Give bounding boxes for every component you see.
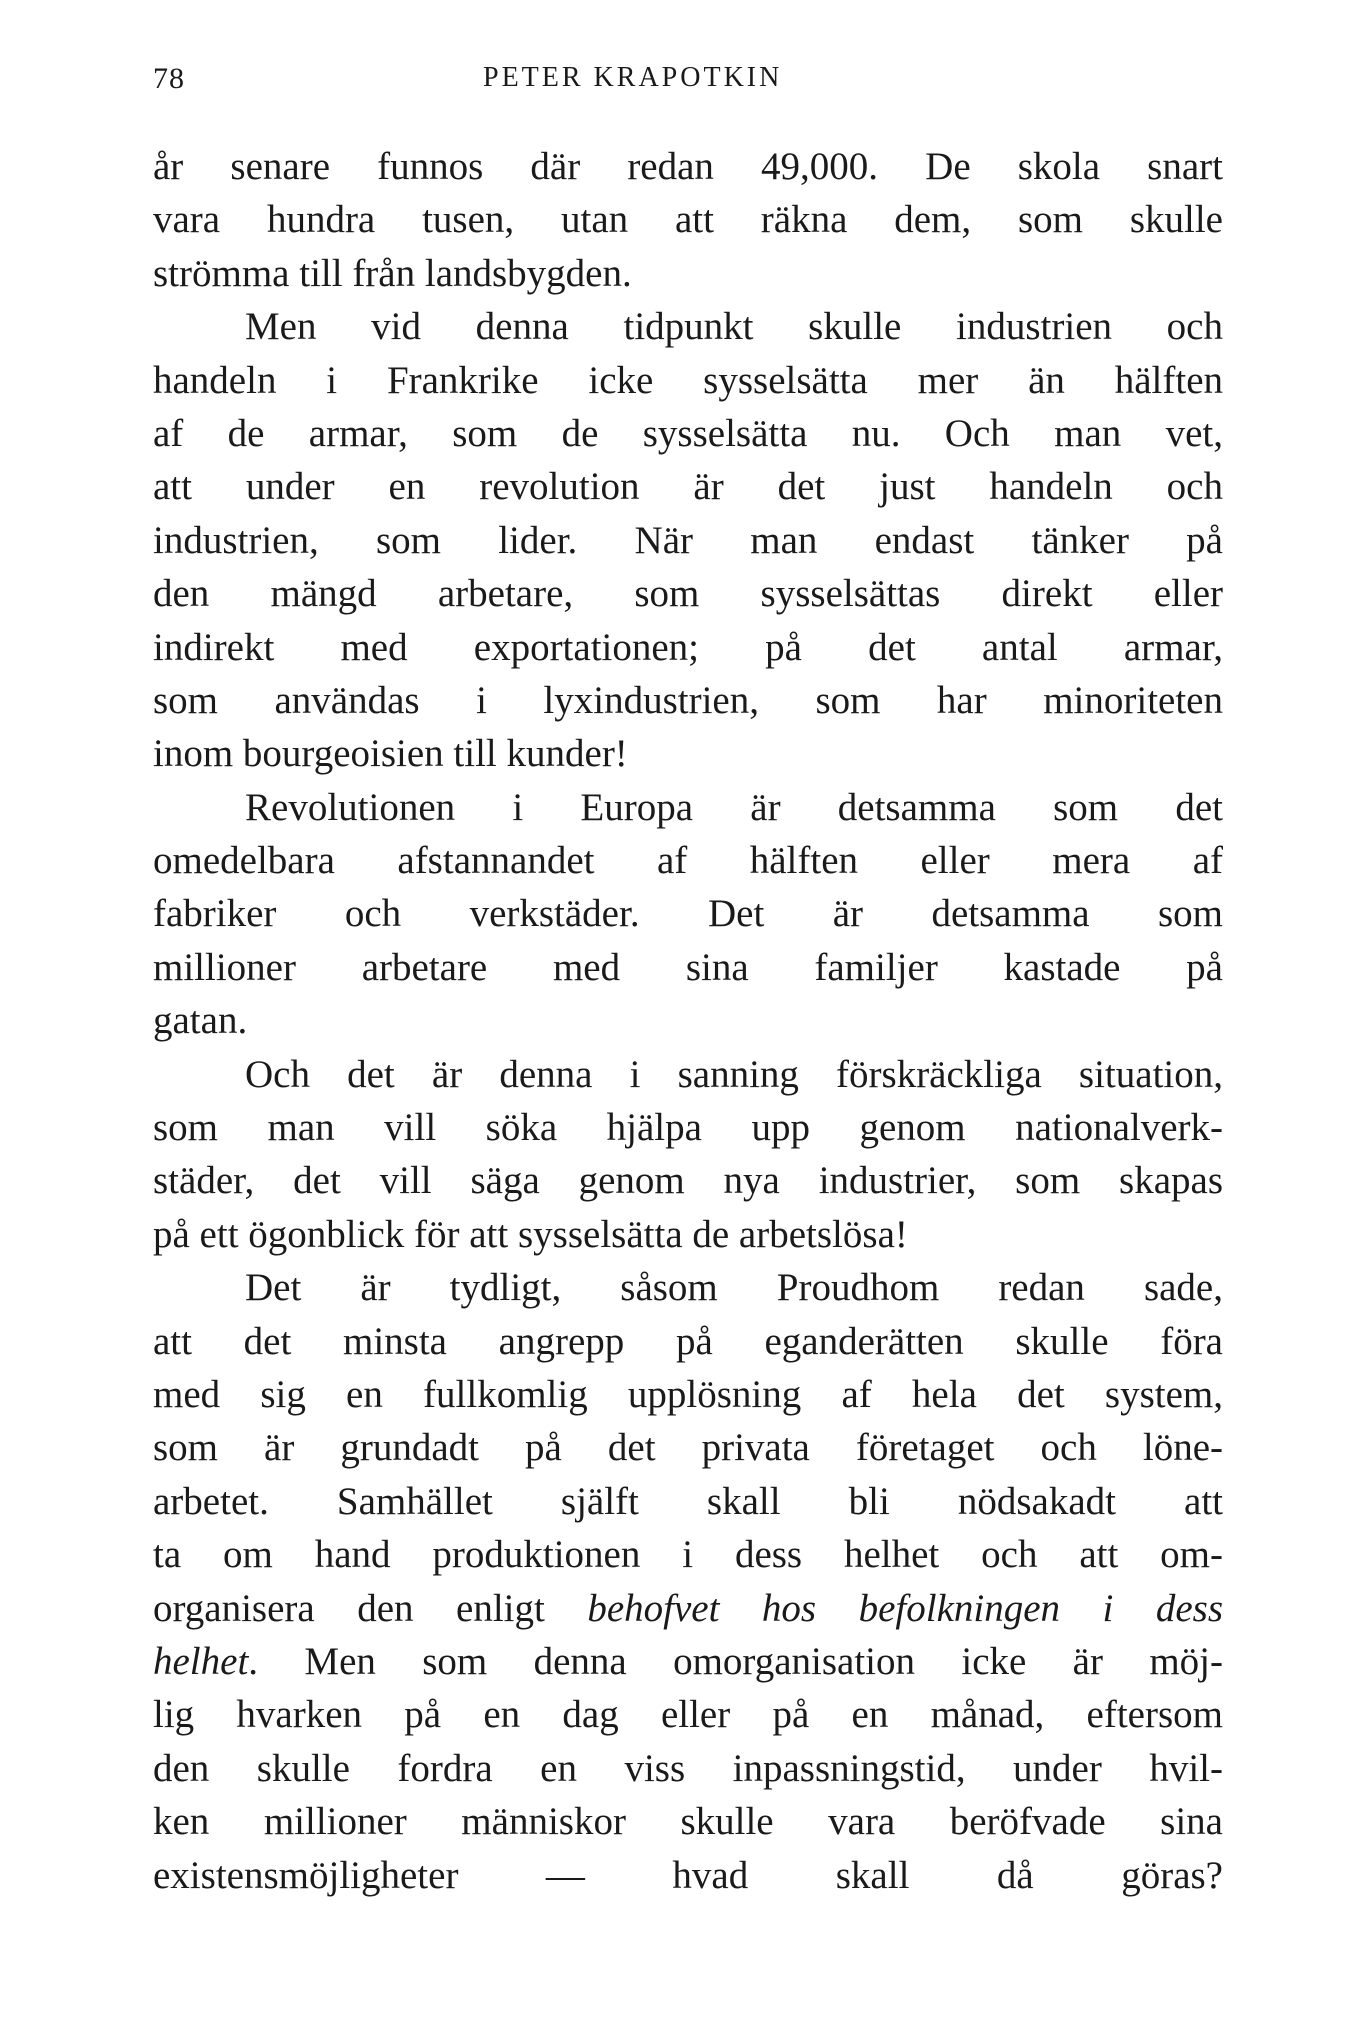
- text-line: ken millioner människor skulle vara beröfvade sina: [153, 1800, 1223, 1844]
- body-text: [153, 140, 1223, 1902]
- page-number: 78: [153, 62, 185, 95]
- text-line: Revolutionen i Europa är detsamma som det: [245, 785, 1223, 829]
- text-segment: . Men som denna omorganisation icke är möj-: [248, 1639, 1223, 1683]
- text-line: millioner arbetare med sina familjer kastade på: [153, 945, 1223, 989]
- text-line: år senare funnos där redan 49,000. De skola snart: [153, 145, 1223, 188]
- text-line: inom bourgeoisien till kunder!: [153, 732, 628, 776]
- text-line: industrien, som lider. När man endast tänker på: [153, 518, 1223, 562]
- text-line: strömma till från landsbygden.: [153, 251, 632, 295]
- text-line: Men vid denna tidpunkt skulle industrien och: [245, 305, 1223, 349]
- text-line: arbetet. Samhället själft skall bli nödsakadt att: [153, 1479, 1223, 1523]
- italic-phrase: helhet: [153, 1639, 249, 1683]
- text-line: Och det är denna i sanning förskräckliga situation,: [245, 1052, 1223, 1096]
- text-line: omedelbara afstannandet af hälften eller mera af: [153, 839, 1223, 883]
- running-title: PETER KRAPOTKIN: [483, 62, 783, 93]
- text-line: att under en revolution är det just handeln och: [153, 465, 1223, 509]
- text-line: med sig en fullkomlig upplösning af hela det system,: [153, 1372, 1223, 1416]
- text-line: på ett ögonblick för att sysselsätta de arbetslösa!: [153, 1212, 908, 1256]
- text-line: som är grundadt på det privata företaget och löne-: [153, 1426, 1223, 1470]
- text-line: [153, 1582, 1223, 1635]
- italic-phrase: behofvet hos befolkningen i dess: [587, 1586, 1223, 1630]
- text-line: fabriker och verkstäder. Det är detsamma som: [153, 892, 1223, 936]
- text-line: den skulle fordra en viss inpassningstid, under hvil-: [153, 1746, 1223, 1790]
- text-line: Det är tydligt, såsom Proudhom redan sade,: [245, 1266, 1223, 1310]
- text-line: att det minsta angrepp på eganderätten skulle föra: [153, 1319, 1223, 1363]
- text-line: ta om hand produktionen i dess helhet och att om-: [153, 1533, 1223, 1577]
- text-line: handeln i Frankrike icke sysselsätta mer än hälften: [153, 358, 1223, 402]
- text-line: som man vill söka hjälpa upp genom nationalverk-: [153, 1106, 1223, 1150]
- text-line: som användas i lyxindustrien, som har minoriteten: [153, 678, 1223, 722]
- text-line: lig hvarken på en dag eller på en månad, eftersom: [153, 1693, 1223, 1737]
- text-line: gatan.: [153, 999, 248, 1043]
- text-line: existensmöjligheter — hvad skall då göras?: [153, 1853, 1223, 1897]
- text-segment: organisera den enligt: [153, 1586, 588, 1630]
- running-header: [153, 62, 1223, 102]
- text-line: af de armar, som de sysselsätta nu. Och man vet,: [153, 411, 1223, 455]
- text-line: vara hundra tusen, utan att räkna dem, som skulle: [153, 198, 1223, 242]
- text-line: indirekt med exportationen; på det antal armar,: [153, 625, 1223, 669]
- text-line: den mängd arbetare, som sysselsättas direkt eller: [153, 572, 1223, 616]
- text-line: [153, 1635, 1223, 1688]
- text-line: städer, det vill säga genom nya industrier, som skapas: [153, 1159, 1223, 1203]
